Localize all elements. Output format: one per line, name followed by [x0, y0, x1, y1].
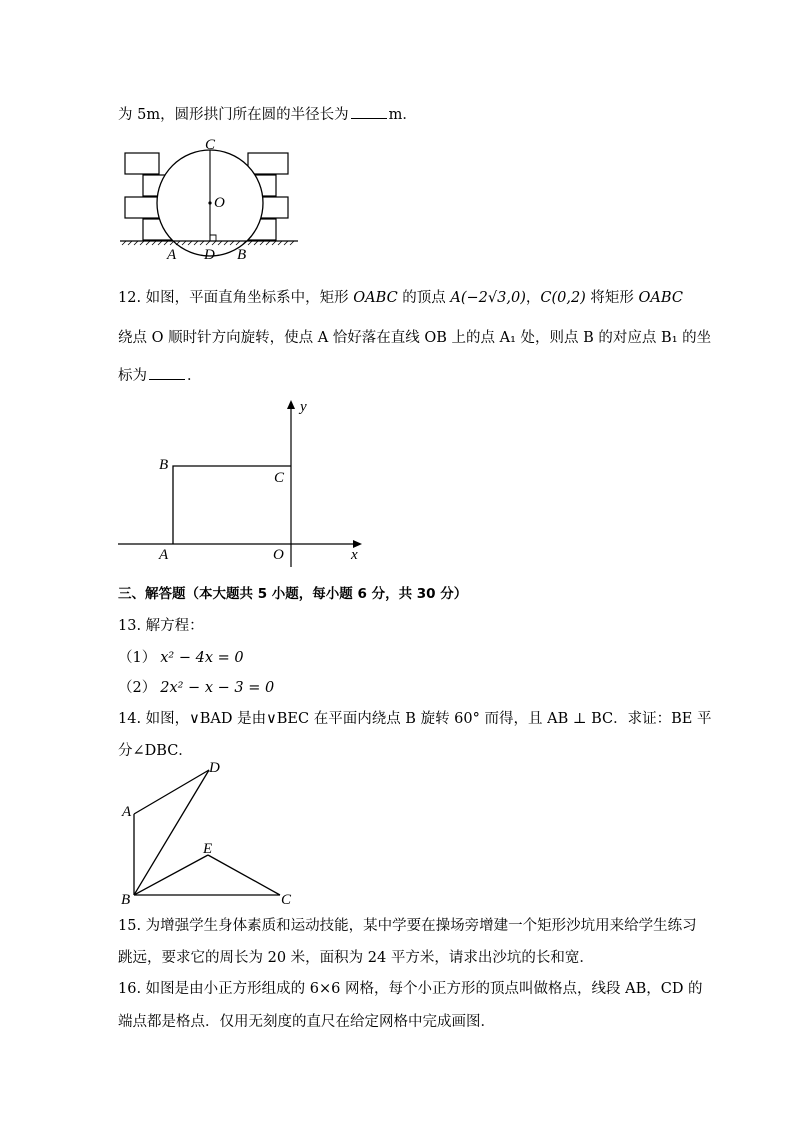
q12-line-1: [118, 286, 683, 307]
q15-line-1: 15. 为增强学生身体素质和运动技能，某中学要在操场旁增建一个矩形沙坑用来给学生练习: [118, 918, 697, 934]
q13-part-1: [118, 646, 244, 667]
q12-label-b: B: [159, 457, 169, 473]
q12-line-2: 绕点 O 顺时针方向旋转，使点 A 恰好落在直线 OB 上的点 A₁ 处，则点 B 的对应点 B₁ 的坐: [118, 330, 712, 346]
q11-label-d: D: [204, 247, 215, 263]
q14-label-d: D: [209, 760, 220, 776]
q13-part-2: [118, 676, 274, 697]
q13-p2-equation: 2x² − x − 3 = 0: [160, 680, 275, 696]
q12-answer-blank: [149, 378, 185, 380]
q14-label-c: C: [281, 892, 292, 908]
section-3-title: 三、解答题（本大题共 5 小题，每小题 6 分，共 30 分）: [118, 586, 468, 602]
q12-coordinate-figure: [118, 395, 373, 567]
q12-rect-name-2: OABC: [638, 290, 683, 306]
q14-label-a: A: [122, 804, 132, 820]
q11-label-a: A: [167, 247, 177, 263]
q11-label-o: O: [214, 195, 225, 211]
q14-label-b: B: [121, 892, 131, 908]
q11-tail-line: [118, 103, 417, 124]
q12-text-line3: 标为: [118, 368, 147, 384]
q12-text-c: ，: [525, 290, 541, 306]
q12-point-a: A(−2√3,0): [450, 290, 526, 306]
q14-line-2: 分∠DBC．: [118, 743, 193, 759]
q13-title: 13. 解方程：: [118, 618, 204, 634]
q12-text-line3-end: ．: [187, 368, 202, 384]
q11-label-b: B: [237, 247, 247, 263]
q13-p1-label: （1）: [118, 650, 157, 666]
q13-p2-label: （2）: [118, 680, 157, 696]
q11-arch-figure: [118, 135, 303, 265]
q12-rect-name: OABC: [353, 290, 398, 306]
q12-text-a: 12. 如图，平面直角坐标系中，矩形: [118, 290, 354, 306]
q12-text-b: 的顶点: [397, 290, 451, 306]
q12-label-x: x: [351, 547, 358, 563]
q15-line-2: 跳远，要求它的周长为 20 米，面积为 24 平方米，请求出沙坑的长和宽．: [118, 950, 594, 966]
q13-p1-equation: x² − 4x = 0: [160, 650, 244, 666]
q12-line-3: [118, 364, 202, 385]
q12-label-a: A: [159, 547, 169, 563]
q12-label-y: y: [300, 399, 307, 415]
q12-label-c: C: [274, 470, 285, 486]
q14-line-1: 14. 如图，∨BAD 是由∨BEC 在平面内绕点 B 旋转 60° 而得，且 AB ⊥ BC．求证：BE 平: [118, 711, 712, 727]
q12-text-d: 将矩形: [585, 290, 639, 306]
q11-tail-suffix: m．: [388, 107, 417, 123]
q16-line-2: 端点都是格点．仅用无刻度的直尺在给定网格中完成画图．: [118, 1014, 495, 1030]
q11-answer-blank: [351, 117, 387, 119]
q14-rotation-figure: [118, 758, 303, 908]
q11-label-c: C: [205, 137, 216, 153]
q16-line-1: 16. 如图是由小正方形组成的 6×6 网格，每个小正方形的顶点叫做格点，线段 AB，CD 的: [118, 981, 703, 997]
q14-label-e: E: [203, 841, 213, 857]
q11-tail-prefix: 为 5m，圆形拱门所在圆的半径长为: [118, 107, 349, 123]
q12-point-c: C(0,2): [540, 290, 586, 306]
q12-label-o: O: [273, 547, 284, 563]
